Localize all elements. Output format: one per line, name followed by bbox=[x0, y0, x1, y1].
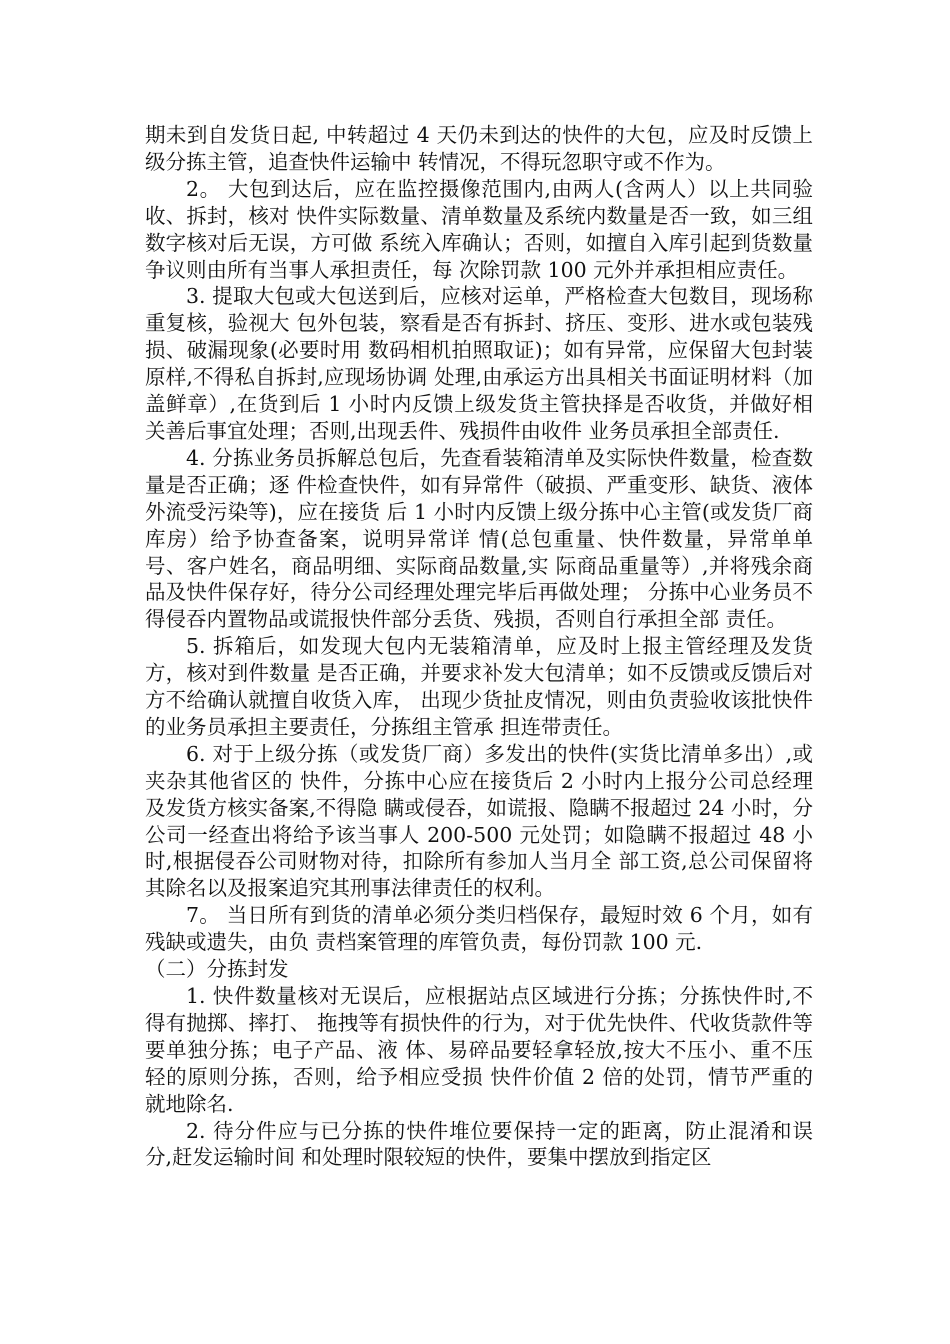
document-body bbox=[145, 122, 813, 1171]
paragraph-item-5: 5. 拆箱后，如发现大包内无装箱清单，应及时上报主管经理及发货方，核对到件数量 是否正确，并要求补发大包清单；如不反馈或反馈后对方不给确认就擅自收货入库， 出现少货扯皮情况，则由负责验收该批快件的业务员承担主要责任，分拣组主管承 担连带责任。 bbox=[145, 634, 813, 739]
paragraph-sort-2: 2. 待分件应与已分拣的快件堆位要保持一定的距离，防止混淆和误分,赶发运输时间 和处理时限较短的快件，要集中摆放到指定区 bbox=[145, 1118, 813, 1170]
paragraph-continuation: 期未到自发货日起, 中转超过 4 天仍未到达的快件的大包，应及时反馈上级分拣主管，追查快件运输中 转情况，不得玩忽职守或不作为。 bbox=[145, 123, 813, 174]
paragraph-item-2: 2。 大包到达后，应在监控摄像范围内,由两人(含两人）以上共同验收、拆封，核对 快件实际数量、清单数量及系统内数量是否一致，如三组数字核对后无误，方可做 系统入库确认；否则，如擅自入库引起到货数量争议则由所有当事人承担责任，每 次除罚款 100 元外并承担相应责任。 bbox=[145, 176, 813, 282]
paragraph-item-6: 6. 对于上级分拣（或发货厂商）多发出的快件(实货比清单多出）,或夹杂其他省区的 快件，分拣中心应在接货后 2 小时内上报分公司总经理及发货方核实备案,不得隐 瞒或侵吞，如谎报、隐瞒不报超过 24 小时，分公司一经查出将给予该当事人 200-500 元处罚；如隐瞒不报超过 48 小时,根据侵吞公司财物对待，扣除所有参加人当月全 部工资,总公司保留将其除名以及报案追究其刑事法律责任的权利。 bbox=[145, 741, 813, 901]
paragraph-item-4: 4. 分拣业务员拆解总包后，先查看装箱清单及实际快件数量，检查数量是否正确；逐 件检查快件，如有异常件（破损、严重变形、缺货、液体外流受污染等)，应在接货 后 1 小时内反馈上级分拣中心主管(或发货厂商库房）给予协查备案，说明异常详 情(总包重量、快件数量，异常单单号、客户姓名，商品明细、实际商品数量,实 际商品重量等）,并将残余商品及快件保存好，待分公司经理处理完毕后再做处理； 分拣中心业务员不得侵吞内置物品或谎报快件部分丢货、残损，否则自行承担全部 责任。 bbox=[145, 445, 813, 632]
section-heading: （二）分拣封发 bbox=[145, 957, 289, 982]
paragraph-item-7: 7。 当日所有到货的清单必须分类归档保存，最短时效 6 个月，如有残缺或遗失，由负 责档案管理的库管负责，每份罚款 100 元. bbox=[145, 903, 813, 955]
paragraph-item-3: 3. 提取大包或大包送到后，应核对运单，严格检查大包数目，现场称重复核，验视大 包外包装，察看是否有拆封、挤压、变形、进水或包装残损、破漏现象(必要时用 数码相机拍照取证)；如有异常，应保留大包封装原样,不得私自拆封,应现场协调 处理,由承运方出具相关书面证明材料（加盖鲜章）,在货到后 1 小时内反馈上级发货主管抉择是否收货，并做好相关善后事宜处理；否则,出现丢件、残损件由收件 业务员承担全部责任. bbox=[145, 284, 813, 443]
paragraph-sort-1: 1. 快件数量核对无误后，应根据站点区域进行分拣；分拣快件时,不得有抛掷、摔打、 拖拽等有损快件的行为，对于优先快件、代收货款件等要单独分拣；电子产品、液 体、易碎品要轻拿轻放,按大不压小、重不压轻的原则分拣，否则，给予相应受损 快件价值 2 倍的处罚，情节严重的就地除名. bbox=[145, 984, 813, 1116]
